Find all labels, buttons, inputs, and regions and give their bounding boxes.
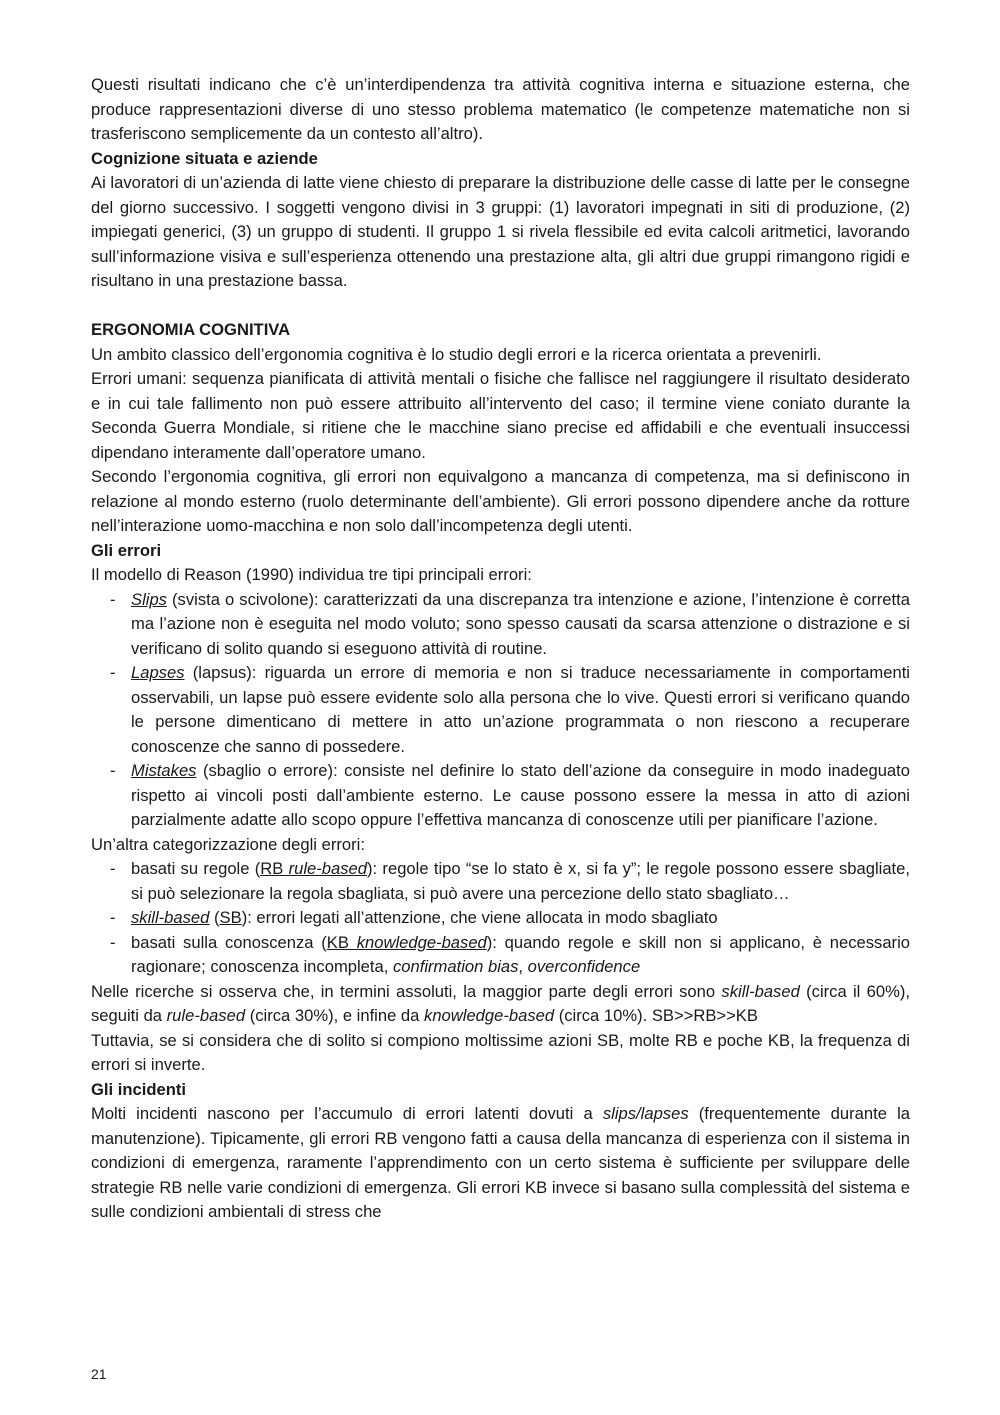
abbr-sb: SB	[219, 908, 242, 927]
text-fragment: (frequentemente durante la manutenzione). Tipicamente, gli errori RB vengono fatti a causa della mancanza di esperienza con il sistema in condizioni di emergenza, raramente l’apprendimento con un certo sistema è sufficiente per sviluppare delle strategie RB nelle varie condizioni di emergenza. Gli errori KB invece si basano sulla complessità del sistema e sulle condizioni ambientali di stress che	[91, 1104, 910, 1221]
text-fragment: ): regole tipo “se lo stato è x, si fa y”; le regole possono essere sbagliate, si può selezionare la regola sbagliata, si può avere una percezione dello stato sbagliato…	[131, 859, 910, 903]
heading-gli-incidenti: Gli incidenti	[91, 1079, 186, 1099]
paragraph-risultati: Questi risultati indicano che c’è un’interdipendenza tra attività cognitiva interna e situazione esterna, che produce rappresentazioni diverse di uno stesso problema matematico (le competenze matematiche non si trasferiscono semplicemente da un contesto all’altro).	[91, 75, 910, 143]
paragraph-azienda-latte: Ai lavoratori di un’azienda di latte viene chiesto di preparare la distribuzione delle casse di latte per le consegne del giorno successivo. I soggetti vengono divisi in 3 gruppi: (1) lavoratori impegnati in siti di produzione, (2) impiegati generici, (3) un gruppo di studenti. Il gruppo 1 si rivela flessibile ed evita calcoli aritmetici, lavorando sull’informazione visiva e sull’esperienza ottenendo una prestazione alta, gli altri due gruppi rimangono rigidi e risultano in una prestazione bassa.	[91, 173, 910, 290]
categorization-list	[91, 857, 910, 980]
paragraph-ambito-classico: Un ambito classico dell’ergonomia cognitiva è lo studio degli errori e la ricerca orientata a prevenirli.	[91, 344, 822, 364]
text-fragment: basati sulla conoscenza (	[131, 932, 327, 952]
text-fragment: ,	[518, 957, 528, 976]
term-rule-based: rule-based	[288, 859, 368, 878]
paragraph-tuttavia: Tuttavia, se si considera che di solito si compiono moltissime azioni SB, molte RB e poche KB, la frequenza di errori si inverte.	[91, 1030, 910, 1074]
paragraph-altra-categorizzazione: Un’altra categorizzazione degli errori:	[91, 834, 365, 854]
term-skill-based: skill-based	[131, 908, 210, 927]
paragraph-secondo-ergonomia: Secondo l’ergonomia cognitiva, gli errori non equivalgono a mancanza di competenza, ma si definiscono in relazione al mondo esterno (ruolo determinante dell’ambiente). Gli errori possono dipendere anche da rotture nell’interazione uomo-macchina e non solo dall’incompetenza degli utenti.	[91, 467, 910, 535]
list-item-mistakes	[91, 759, 910, 833]
term-overconfidence: overconfidence	[527, 957, 641, 976]
term-skill-based: skill-based	[721, 981, 800, 1001]
spacer	[91, 294, 910, 319]
text-fragment: (circa 30%), e infine da	[245, 1006, 425, 1025]
list-item-rule-based	[91, 857, 910, 906]
paragraph-modello-reason: Il modello di Reason (1990) individua tre tipi principali errori:	[91, 565, 532, 584]
text-mistakes: (sbaglio o errore): consiste nel definire lo stato dell’azione da conseguire in modo inadeguato rispetto ai vincoli posti dall’ambiente esterno. Le cause possono essere la messa in atto di azioni parzialmente adatte allo scopo oppure l’effettiva mancanza di conoscenze utili per pianificare l’azione.	[131, 761, 910, 829]
abbr-kb: KB	[326, 932, 349, 952]
text-slips: (svista o scivolone): caratterizzati da una discrepanza tra intenzione e azione, l’intenzione è corretta ma l’azione non è eseguita nel modo voluto; sono spesso causati da scarsa attenzione o distrazione e si verificano di solito quando si eseguono attività di routine.	[131, 589, 910, 658]
list-item-skill-based	[91, 906, 910, 931]
term-confirmation-bias: confirmation bias	[392, 957, 519, 976]
paragraph-errori-umani: Errori umani: sequenza pianificata di attività mentali o fisiche che fallisce nel raggiungere il risultato desiderato e in cui tale fallimento non può essere attribuito all’intervento del caso; il termine viene coniato durante la Seconda Guerra Mondiale, si ritiene che le macchine siano precise ed affidabili e che eventuali insuccessi dipendano interamente dall’operatore umano.	[91, 369, 910, 462]
term-slips-lapses: slips/lapses	[602, 1104, 689, 1123]
heading-ergonomia-cognitiva: ERGONOMIA COGNITIVA	[91, 320, 291, 339]
page-number: 21	[91, 1366, 107, 1382]
paragraph-nelle-ricerche	[91, 980, 910, 1029]
text-fragment: Molti incidenti nascono per l’accumulo di errori latenti dovuti a	[91, 1104, 603, 1123]
abbr-rb: RB	[260, 859, 284, 878]
text-fragment: (circa 10%). SB>>RB>>KB	[554, 1006, 758, 1025]
term-knowledge-based: knowledge-based	[356, 932, 487, 952]
term-slips: Slips	[131, 589, 167, 609]
heading-gli-errori: Gli errori	[91, 540, 162, 560]
reason-error-list	[91, 588, 910, 833]
list-item-knowledge-based	[91, 931, 910, 980]
text-lapses: (lapsus): riguarda un errore di memoria e non si traduce necessariamente in comportamenti osservabili, un lapse può essere evidente solo alla persona che lo vive. Questi errori si verificano quando le persone dimenticano di mettere in atto un’azione programmata o non riescono a recuperare conoscenze che sanno di possedere.	[131, 663, 910, 756]
text-fragment: basati su regole (	[131, 859, 261, 878]
text-fragment: Nelle ricerche si osserva che, in termini assoluti, la maggior parte degli errori sono	[91, 981, 722, 1001]
term-knowledge-based: knowledge-based	[424, 1006, 555, 1025]
text-fragment: ): errori legati all’attenzione, che viene allocata in modo sbagliato	[241, 908, 718, 927]
list-item-lapses	[91, 661, 910, 759]
list-item-slips	[91, 588, 910, 662]
heading-cognizione-situata: Cognizione situata e aziende	[91, 148, 318, 168]
text-fragment: (circa il 60%), seguiti da	[91, 981, 910, 1025]
text-fragment: (	[209, 908, 220, 927]
term-mistakes: Mistakes	[131, 761, 197, 780]
text-fragment	[349, 933, 357, 952]
document-page	[91, 73, 910, 1225]
term-rule-based: rule-based	[166, 1006, 246, 1025]
paragraph-molti-incidenti	[91, 1102, 910, 1225]
text-fragment: ): quando regole e skill non si applicano, è necessario ragionare; conoscenza incompleta,	[131, 932, 910, 976]
term-lapses: Lapses	[131, 663, 185, 682]
